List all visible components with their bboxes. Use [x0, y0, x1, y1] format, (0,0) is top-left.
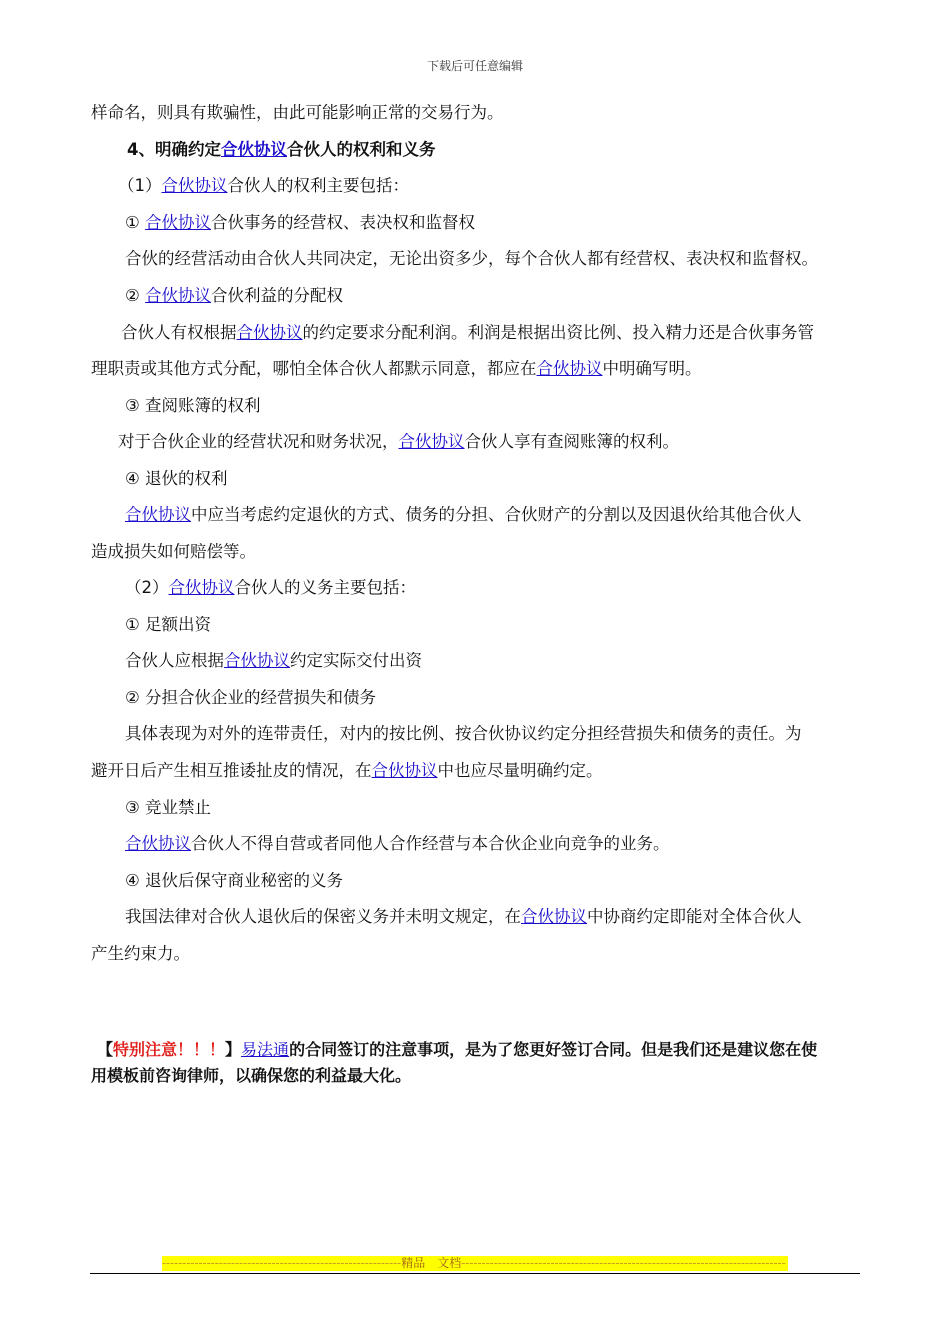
- contract-link[interactable]: 合伙协议: [371, 761, 438, 780]
- contract-link[interactable]: 合伙协议: [236, 323, 303, 342]
- paragraph-line: 合伙协议中应当考虑约定退伙的方式、债务的分担、合伙财产的分割以及因退伙给其他合伙人: [125, 505, 802, 524]
- contract-link[interactable]: 合伙协议: [398, 432, 465, 451]
- paragraph-line: 对于合伙企业的经营状况和财务状况，合伙协议合伙人享有查阅账簿的权利。: [118, 432, 679, 451]
- item-heading: ② 合伙协议合伙利益的分配权: [125, 286, 344, 305]
- paragraph-line: 理职责或其他方式分配，哪怕全体合伙人都默示同意，都应在合伙协议中明确写明。: [91, 359, 702, 378]
- notice-line: 用模板前咨询律师，以确保您的利益最大化。: [91, 1066, 412, 1085]
- footer-label: 精品 文档: [401, 1256, 462, 1270]
- item-heading: ① 合伙协议合伙事务的经营权、表决权和监督权: [125, 213, 476, 232]
- notice-warning: 特别注意！！！: [113, 1040, 226, 1059]
- notice-line: 【特别注意！！！】易法通的合同签订的注意事项，是为了您更好签订合同。但是我们还是建议您在使: [97, 1040, 818, 1059]
- paragraph-line: 合伙的经营活动由合伙人共同决定，无论出资多少，每个合伙人都有经营权、表决权和监督权。: [125, 249, 818, 268]
- contract-link[interactable]: 合伙协议: [145, 286, 212, 305]
- contract-link[interactable]: 合伙协议: [521, 907, 587, 926]
- paragraph-line: 造成损失如何赔偿等。: [91, 542, 256, 561]
- paragraph-line: 我国法律对合伙人退伙后的保密义务并未明文规定，在合伙协议中协商约定即能对全体合伙人: [125, 907, 802, 926]
- paragraph-line: 合伙人应根据合伙协议约定实际交付出资: [125, 651, 422, 670]
- yifatong-link[interactable]: 易法通: [241, 1040, 290, 1059]
- contract-link[interactable]: 合伙协议: [161, 176, 228, 195]
- subsection-heading: （1）合伙协议合伙人的权利主要包括：: [118, 176, 409, 195]
- contract-link[interactable]: 合伙协议: [145, 213, 212, 232]
- item-heading: ④ 退伙后保守商业秘密的义务: [125, 871, 344, 890]
- contract-link[interactable]: 合伙协议: [168, 578, 235, 597]
- footer-divider: [90, 1273, 860, 1274]
- paragraph-line: 避开日后产生相互推诿扯皮的情况，在合伙协议中也应尽量明确约定。: [91, 761, 603, 780]
- item-heading: ① 足额出资: [125, 615, 212, 634]
- contract-link[interactable]: 合伙协议: [125, 505, 191, 524]
- section-heading: 4、明确约定合伙协议合伙人的权利和义务: [127, 140, 436, 159]
- paragraph-line: 合伙协议合伙人不得自营或者同他人合作经营与本合伙企业向竞争的业务。: [125, 834, 670, 853]
- item-heading: ③ 竞业禁止: [125, 798, 212, 817]
- page-header: 下载后可任意编辑: [426, 59, 523, 73]
- item-heading: ② 分担合伙企业的经营损失和债务: [125, 688, 377, 707]
- item-heading: ③ 查阅账簿的权利: [125, 396, 261, 415]
- contract-link[interactable]: 合伙协议: [536, 359, 603, 378]
- paragraph-line: 样命名，则具有欺骗性，由此可能影响正常的交易行为。: [91, 103, 504, 122]
- subsection-heading: （2）合伙协议合伙人的义务主要包括：: [125, 578, 416, 597]
- footer-banner: -----------------------------------------------------------精品 文档--------------------------------------------------------------------------------: [162, 1256, 788, 1271]
- paragraph-line: 具体表现为对外的连带责任，对内的按比例、按合伙协议约定分担经营损失和债务的责任。为: [125, 724, 802, 743]
- contract-link[interactable]: 合伙协议: [220, 140, 287, 159]
- paragraph-line: 合伙人有权根据合伙协议的约定要求分配利润。利润是根据出资比例、投入精力还是合伙事务管: [121, 323, 814, 342]
- paragraph-line: 产生约束力。: [91, 944, 190, 963]
- contract-link[interactable]: 合伙协议: [224, 651, 290, 670]
- contract-link[interactable]: 合伙协议: [125, 834, 191, 853]
- item-heading: ④ 退伙的权利: [125, 469, 228, 488]
